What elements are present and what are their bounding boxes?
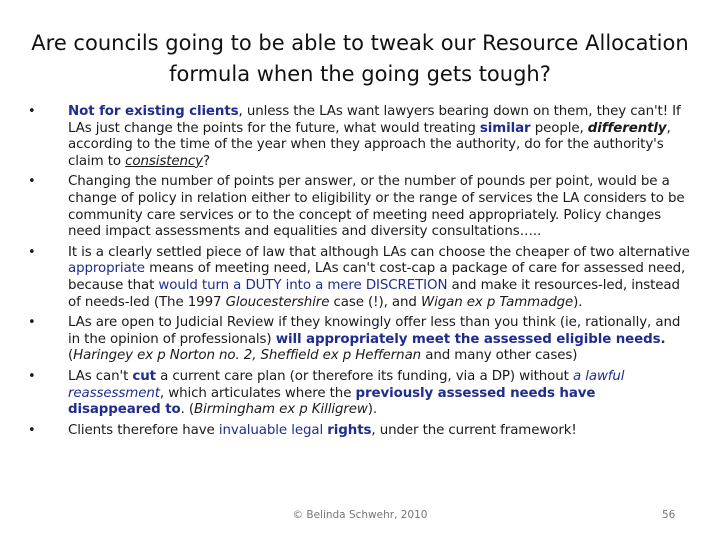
bullet-text-segment: Birmingham ex p Killigrew <box>194 402 368 418</box>
bullet-icon: • <box>28 422 36 438</box>
page-number: 56 <box>662 509 676 521</box>
bullet-icon: • <box>28 244 36 260</box>
bullet-text-segment: Wigan ex p Tammadge <box>420 294 574 310</box>
bullet-text-segment: Clients therefore have <box>68 422 219 438</box>
bullet-text-segment: and make it resources-led, instead of needs-led (The 1997 <box>68 277 680 310</box>
bullet-text-segment: , unless the LAs want lawyers bearing down on them, they can't! If LAs just change the points for the future, what would treating <box>68 104 681 136</box>
bullet-text-segment: and many other cases) <box>421 348 578 364</box>
bullet-text-segment: ). <box>573 294 583 310</box>
bullet-text-segment: invaluable legal <box>218 422 324 438</box>
bullet-item <box>28 174 692 240</box>
bullet-icon: • <box>28 368 36 384</box>
bullet-icon: • <box>28 104 36 119</box>
bullet-icon: • <box>28 174 36 190</box>
bullet-item <box>28 245 692 311</box>
bullet-text-segment: previously assessed needs have disappeared to <box>68 385 596 418</box>
bullet-text-segment: will appropriately meet the assessed eligible needs. <box>275 331 666 347</box>
bullet-item <box>28 315 692 365</box>
bullet-text-segment: a lawful reassessment <box>68 368 625 401</box>
bullet-item <box>28 369 692 419</box>
bullet-text-segment: , under the current framework! <box>371 422 577 438</box>
slide-title: Are councils going to be able to tweak our Resource Allocation formula when the going gets tough? <box>31 31 689 86</box>
bullet-text-segment: would turn a DUTY into a mere DISCRETION <box>158 277 448 293</box>
bullet-text-segment: cut <box>132 368 156 384</box>
bullet-text-segment: means of meeting need, LAs can't cost-cap a package of care for assessed need, because that <box>68 261 686 293</box>
bullet-text-segment: Haringey ex p Norton no. 2, Sheffield ex p Heffernan <box>73 348 422 364</box>
bullet-text-segment: rights <box>327 422 372 438</box>
bullet-text-segment: differently <box>587 120 667 136</box>
bullet-text-segment: LAs can't <box>68 368 133 384</box>
bullet-text-segment: Changing the number of points per answer, or the number of pounds per point, would be a change of policy in relation either to eligibility or the range of services the LA considers to be community care services or to the concept of meeting need appropriately. Policy changes need impact assessments and equalities and diversity consultations….. <box>68 174 685 240</box>
bullet-text-segment: ). <box>367 402 378 418</box>
bullet-text-segment: appropriate <box>68 261 145 277</box>
bullet-text-segment: similar <box>479 120 531 136</box>
bullet-text-segment: a current care plan (or therefore its funding, via a DP) without <box>155 368 573 384</box>
bullet-item <box>28 104 692 170</box>
bullet-item <box>28 423 692 440</box>
bullet-text-segment: It is a clearly settled piece of law that although LAs can choose the cheaper of two alternative <box>68 244 690 260</box>
bullet-text-segment: . ( <box>180 402 195 418</box>
bullet-text-segment: people, <box>530 120 588 136</box>
bullet-text-segment: case (!), and <box>329 294 421 310</box>
bullet-text-segment: , which articulates where the <box>159 385 356 401</box>
bullet-text-segment: , according to the time of the year when they approach the authority, do for the authority's claim to <box>68 120 671 169</box>
footer-copyright: © Belinda Schwehr, 2010 <box>292 509 428 521</box>
bullet-text-segment: consistency <box>125 153 203 169</box>
bullet-text-segment: Not for existing clients <box>68 104 239 119</box>
bullet-text-segment: Gloucestershire <box>225 294 330 310</box>
bullet-text-segment: ( <box>68 348 74 364</box>
bullet-icon: • <box>28 315 36 331</box>
bullet-list <box>28 104 692 443</box>
bullet-text-segment: LAs are open to Judicial Review if they knowingly offer less than you think (ie, rationally, and in the opinion of professionals) <box>68 315 681 347</box>
bullet-text-segment: ? <box>203 153 211 169</box>
